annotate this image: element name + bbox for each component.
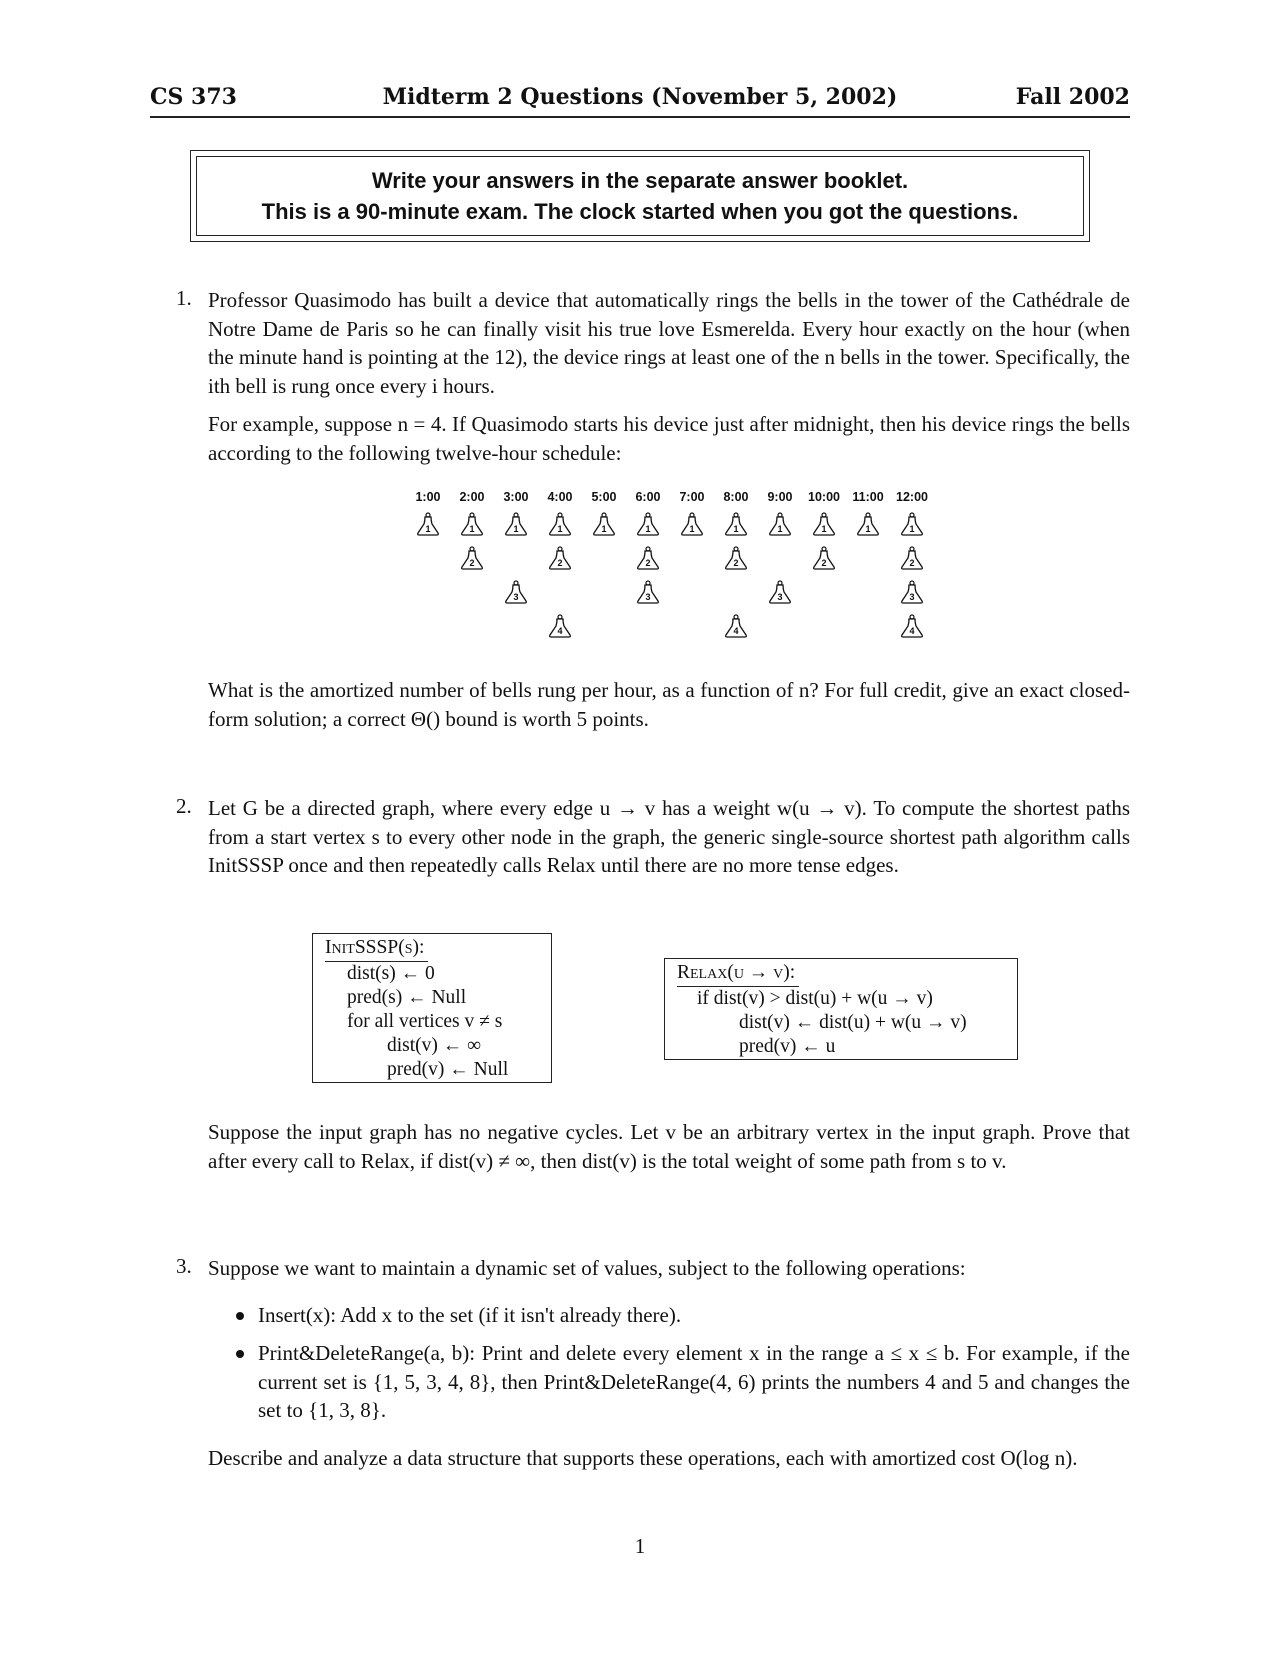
bell-icon bbox=[724, 614, 748, 640]
instruction-line-2: This is a 90-minute exam. The clock started when you got the questions. bbox=[261, 199, 1019, 224]
question-1-example: For example, suppose n = 4. If Quasimodo starts his device just after midnight, then his device rings the bells according to the following twelve-hour schedule: bbox=[208, 412, 1130, 465]
code-line: dist(v) ← dist(u) + w(u → v) bbox=[739, 1012, 967, 1033]
question-2-prove: Suppose the input graph has no negative cycles. Let v be an arbitrary vertex in the input graph. Prove that after every call to Relax, if dist(v) ≠ ∞, then dist(v) is the total weight of some path from s to v. bbox=[208, 1120, 1130, 1173]
question-2-text: Let G be a directed graph, where every edge u → v has a weight w(u → v). To compute the shortest paths from a start vertex s to every other node in the graph, the generic single-source shortest path algorithm calls InitSSSP once and then repeatedly calls Relax until there are no more tense edges. bbox=[208, 796, 1130, 877]
bell-icon bbox=[768, 580, 792, 606]
course-code: CS 373 bbox=[150, 84, 237, 110]
svg-text:3: 3 bbox=[513, 592, 519, 602]
bell-icon bbox=[856, 512, 880, 538]
relax-title: Relax(u → v): bbox=[677, 961, 799, 987]
instruction-line-1: Write your answers in the separate answer booklet. bbox=[371, 168, 909, 193]
bell-icon bbox=[724, 546, 748, 572]
svg-text:3: 3 bbox=[645, 592, 651, 602]
bell-icon bbox=[460, 512, 484, 538]
question-1-text: Professor Quasimodo has built a device that automatically rings the bells in the tower of the Cathédrale de Notre Dame de Paris so he can finally visit his true love Esmerelda. Every hour exactly on the hour (when the minute hand is pointing at the 12), the device rings at least one of the n bells in the tower. Specifically, the ith bell is rung once every i hours. bbox=[208, 288, 1130, 398]
svg-text:1: 1 bbox=[645, 524, 651, 534]
question-3-number: 3. bbox=[176, 1254, 192, 1278]
svg-text:1: 1 bbox=[909, 524, 915, 534]
svg-text:1: 1 bbox=[557, 524, 563, 534]
question-1-number: 1. bbox=[176, 286, 192, 310]
bell-icon bbox=[636, 512, 660, 538]
hour-label: 5:00 bbox=[591, 490, 617, 504]
code-line: pred(v) ← u bbox=[739, 1036, 836, 1057]
bell-icon bbox=[680, 512, 704, 538]
question-2-number: 2. bbox=[176, 794, 192, 818]
svg-text:1: 1 bbox=[689, 524, 695, 534]
initsssp-title: InitSSSP(s): bbox=[325, 936, 428, 962]
code-line: dist(v) ← ∞ bbox=[387, 1035, 482, 1056]
svg-text:2: 2 bbox=[645, 558, 651, 568]
hour-label: 7:00 bbox=[679, 490, 705, 504]
bell-icon bbox=[548, 546, 572, 572]
question-1-ask: What is the amortized number of bells rung per hour, as a function of n? For full credit, give an exact closed-form solution; a correct Θ() bound is worth 5 points. bbox=[208, 678, 1130, 731]
svg-text:3: 3 bbox=[777, 592, 783, 602]
initsssp-box bbox=[312, 933, 552, 1083]
code-line: pred(v) ← Null bbox=[387, 1059, 509, 1080]
bell-icon bbox=[548, 614, 572, 640]
svg-text:1: 1 bbox=[865, 524, 871, 534]
svg-text:1: 1 bbox=[821, 524, 827, 534]
hour-label: 11:00 bbox=[852, 490, 884, 504]
svg-text:2: 2 bbox=[469, 558, 475, 568]
bell-icon bbox=[812, 512, 836, 538]
hour-label: 1:00 bbox=[415, 490, 441, 504]
bell-icon bbox=[900, 512, 924, 538]
hour-label: 4:00 bbox=[547, 490, 573, 504]
hour-label: 2:00 bbox=[459, 490, 485, 504]
page-number: 1 bbox=[634, 1534, 646, 1558]
hour-label: 12:00 bbox=[896, 490, 928, 504]
bell-icon bbox=[504, 580, 528, 606]
code-line: if dist(v) > dist(u) + w(u → v) bbox=[697, 988, 933, 1009]
hour-label: 9:00 bbox=[767, 490, 793, 504]
bell-icon bbox=[636, 580, 660, 606]
hour-label: 8:00 bbox=[723, 490, 749, 504]
bell-icon bbox=[548, 512, 572, 538]
bell-icon bbox=[900, 580, 924, 606]
term: Fall 2002 bbox=[1015, 84, 1130, 110]
svg-text:1: 1 bbox=[733, 524, 739, 534]
svg-text:4: 4 bbox=[909, 626, 915, 636]
code-line: dist(s) ← 0 bbox=[347, 963, 435, 984]
bullet bbox=[236, 1312, 244, 1320]
hour-label: 10:00 bbox=[808, 490, 840, 504]
svg-text:2: 2 bbox=[821, 558, 827, 568]
svg-text:1: 1 bbox=[777, 524, 783, 534]
svg-text:1: 1 bbox=[469, 524, 475, 534]
svg-text:2: 2 bbox=[733, 558, 739, 568]
svg-text:1: 1 bbox=[425, 524, 431, 534]
bell-icon bbox=[900, 614, 924, 640]
operation-insert: Insert(x): Add x to the set (if it isn't already there). bbox=[258, 1303, 682, 1327]
code-line: pred(s) ← Null bbox=[347, 987, 467, 1008]
bell-icon bbox=[724, 512, 748, 538]
svg-text:4: 4 bbox=[733, 626, 739, 636]
bullet bbox=[236, 1350, 244, 1358]
instructions-box bbox=[190, 150, 1090, 242]
svg-text:2: 2 bbox=[909, 558, 915, 568]
hour-label: 6:00 bbox=[635, 490, 661, 504]
svg-text:4: 4 bbox=[557, 626, 563, 636]
bell-icon bbox=[812, 546, 836, 572]
bell-icon bbox=[416, 512, 440, 538]
bell-icon bbox=[768, 512, 792, 538]
relax-box bbox=[664, 958, 1018, 1060]
svg-text:2: 2 bbox=[557, 558, 563, 568]
svg-text:1: 1 bbox=[601, 524, 607, 534]
exam-title: Midterm 2 Questions (November 5, 2002) bbox=[382, 84, 898, 110]
bell-icon bbox=[636, 546, 660, 572]
question-3-text: Suppose we want to maintain a dynamic set of values, subject to the following operations: bbox=[208, 1256, 966, 1280]
bell-icon bbox=[460, 546, 484, 572]
svg-text:3: 3 bbox=[909, 592, 915, 602]
bell-schedule bbox=[408, 490, 928, 650]
bell-icon bbox=[592, 512, 616, 538]
page-header bbox=[150, 80, 1130, 118]
question-3-ask: Describe and analyze a data structure that supports these operations, each with amortized cost O(log n). bbox=[208, 1446, 1078, 1470]
hour-label: 3:00 bbox=[503, 490, 529, 504]
operation-print-delete-range: Print&DeleteRange(a, b): Print and delete every element x in the range a ≤ x ≤ b. For example, if the current set is {1, 5, 3, 4, 8}, then Print&DeleteRange(4, 6) prints the numbers 4 and 5 and changes the set to {1, 3, 8}. bbox=[258, 1341, 1130, 1422]
code-line: for all vertices v ≠ s bbox=[347, 1011, 503, 1032]
bell-icon bbox=[504, 512, 528, 538]
bell-icon bbox=[900, 546, 924, 572]
svg-text:1: 1 bbox=[513, 524, 519, 534]
